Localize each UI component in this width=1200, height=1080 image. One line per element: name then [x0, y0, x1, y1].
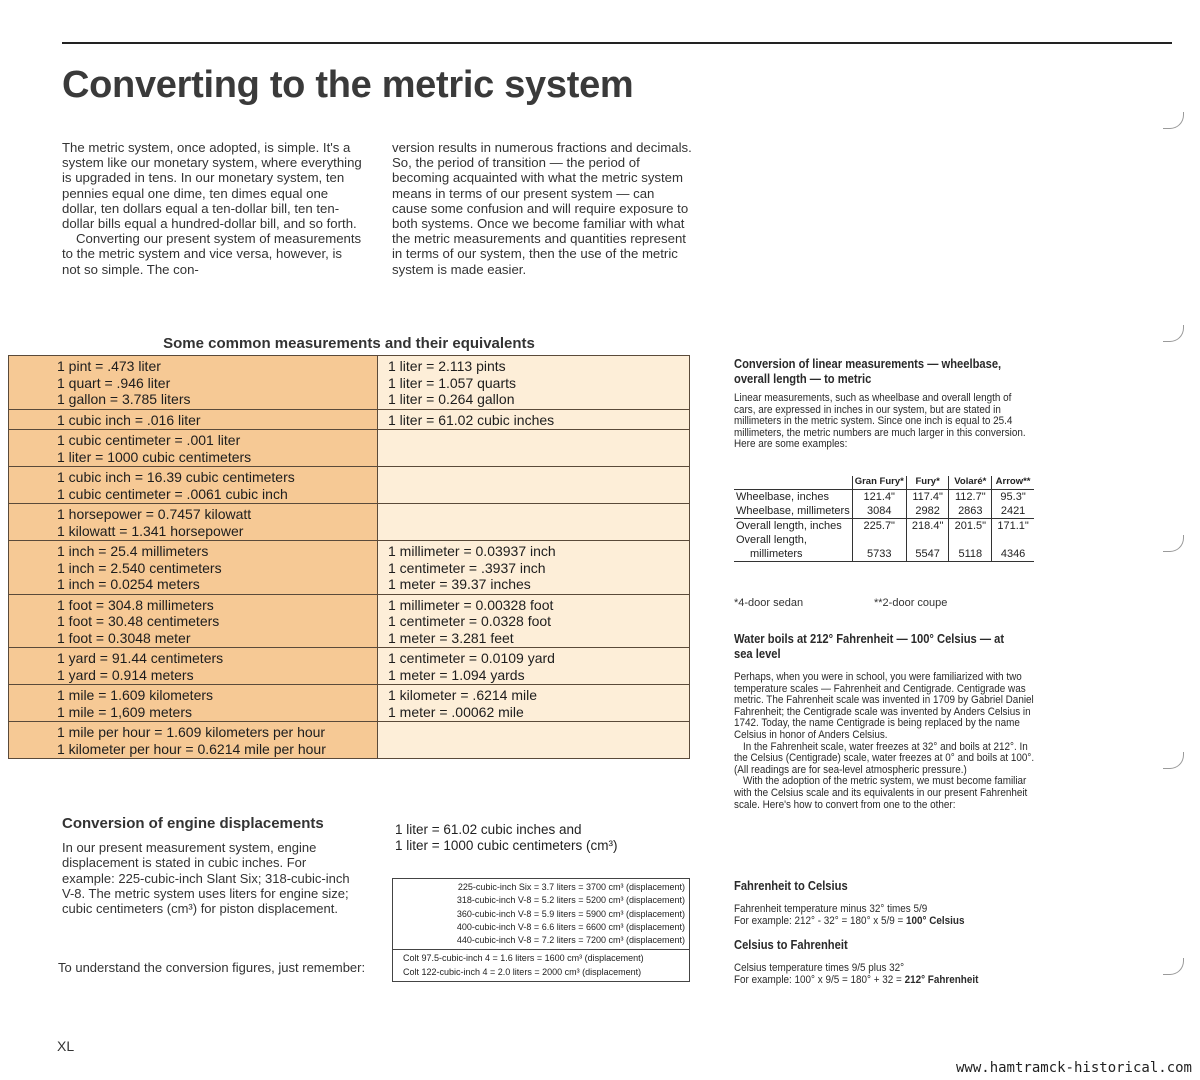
engine-heading: Conversion of engine displacements: [62, 815, 324, 832]
metric-equivalent-right-cell: [378, 541, 690, 595]
car-dimension-value: 225.7": [852, 519, 906, 534]
conversion-line: 1 meter = 3.281 feet: [388, 629, 514, 646]
liter-equivalent-line: 1 liter = 61.02 cubic inches and: [395, 822, 582, 837]
displacement-line: 360-cubic-inch V-8 = 5.9 liters = 5900 cm³ (displacement): [456, 908, 685, 919]
car-dimension-value: 171.1": [992, 519, 1034, 534]
liter-equivalents: [395, 822, 617, 853]
conversion-line: 1 quart = .946 liter: [57, 374, 171, 391]
car-dimension-value: 5547: [906, 533, 949, 562]
car-dimension-value: 218.4": [906, 519, 949, 534]
binder-hole-mark: [1163, 958, 1184, 975]
conversion-line: 1 cubic inch = .016 liter: [57, 411, 201, 428]
car-dimension-label: Wheelbase, millimeters: [736, 505, 850, 517]
colt-displacement-list: [393, 949, 689, 981]
engine-body-text: In our present measurement system, engine displacement is stated in cubic inches. For example: 225-cubic-inch Slant Six; 318-cubic-inch V-8. The metric system uses liters for engine size; cubic centimeters (cm³) for piston displacement.: [62, 840, 350, 917]
car-dimension-value: 95.3": [992, 490, 1034, 505]
conversion-line: 1 centimeter = 0.0328 foot: [388, 613, 552, 629]
car-model-header: Gran Fury*: [852, 476, 906, 490]
car-dimension-value: 201.5": [949, 519, 992, 534]
displacement-list: [393, 879, 689, 949]
conversion-line: 1 liter = 0.264 gallon: [388, 391, 515, 407]
metric-equivalent-left-cell: [9, 430, 378, 467]
displacement-line: 440-cubic-inch V-8 = 7.2 liters = 7200 cm³ (displacement): [456, 935, 685, 946]
intro-left-column: [62, 140, 362, 277]
conversion-line: 1 cubic centimeter = .001 liter: [57, 432, 241, 448]
car-dimension-value: 121.4": [852, 490, 906, 505]
linear-body-text: Linear measurements, such as wheelbase and overall length of cars, are expressed in inches in our system, but are stated in millimeters in the metric system. Since one inch is equal to 25.4 millimeters, the metric numbers are much larger in this conversion. Here are some examples:: [734, 392, 1026, 451]
conversion-line: 1 meter = .00062 mile: [388, 703, 524, 720]
metric-equivalent-left-cell: [9, 648, 378, 685]
metric-equivalent-right-cell: [378, 430, 690, 467]
conversion-line: 1 cubic inch = 16.39 cubic centimeters: [57, 469, 295, 485]
car-dimension-label-line: millimeters: [750, 548, 803, 560]
measurement-row: [9, 504, 690, 541]
car-model-header: Fury*: [906, 476, 949, 490]
car-dimensions-table: [734, 476, 1034, 562]
conversion-line: 1 mile per hour = 1.609 kilometers per hour: [57, 724, 326, 740]
metric-equivalent-left-cell: [9, 467, 378, 504]
conversion-line: 1 kilometer = .6214 mile: [388, 687, 538, 703]
intro-right-column: [392, 140, 692, 277]
measurement-row: [9, 541, 690, 595]
measurement-row: [9, 594, 690, 648]
temperature-paragraph: In the Fahrenheit scale, water freezes at 32° and boils at 212°. In the Celsius (Centigrade) scale, water freezes at 0° and boils at 100°. (All readings are for sea-level atmospheric pressure.): [734, 740, 1035, 776]
top-rule: [62, 42, 1172, 44]
f-to-c-example: [734, 916, 1036, 928]
car-dimension-value: 2863: [949, 504, 992, 519]
measurement-row: [9, 685, 690, 722]
conversion-line: 1 inch = 25.4 millimeters: [57, 543, 209, 559]
car-dimension-value: 3084: [852, 504, 906, 519]
linear-heading: Conversion of linear measurements — wheelbase, overall length — to metric: [734, 356, 1002, 386]
conversion-line: 1 inch = 2.540 centimeters: [57, 559, 222, 576]
metric-equivalent-right-cell: [378, 722, 690, 759]
metric-equivalent-right-cell: [378, 356, 690, 410]
linear-body: [734, 393, 1036, 451]
metric-equivalent-left-cell: [9, 594, 378, 648]
c-to-f-rule: Celsius temperature times 9/5 plus 32°: [734, 962, 905, 974]
colt-displacement-line: Colt 122-cubic-inch 4 = 2.0 liters = 2000 cm³ (displacement): [403, 966, 642, 977]
intro-paragraph: The metric system, once adopted, is simple. It's a system like our monetary system, where everything is upgraded in tens. In our monetary system, ten pennies equal one dime, ten dimes equal one dollar, ten dollars equal a ten-dollar bill, ten ten-dollar bills equal a hundred-dollar bill, and so forth.: [62, 140, 362, 232]
car-dimension-row: [734, 519, 1034, 534]
car-dimension-value: 2982: [906, 504, 949, 519]
metric-equivalent-left-cell: [9, 409, 378, 430]
intro-paragraph: Converting our present system of measurements to the metric system and vice versa, however, is not so simple. The con-: [62, 231, 362, 277]
displacement-box: [392, 878, 690, 982]
conversion-line: 1 yard = 91.44 centimeters: [57, 650, 224, 666]
footnote-coupe: **2-door coupe: [874, 597, 948, 609]
car-dimension-label: Overall length, inches: [734, 519, 852, 534]
f-to-c-example-text: For example: 212° - 32° = 180° x 5/9 =: [734, 914, 904, 927]
metric-equivalent-left-cell: [9, 356, 378, 410]
conversion-line: 1 liter = 1.057 quarts: [388, 374, 517, 391]
conversion-line: 1 centimeter = 0.0109 yard: [388, 650, 555, 666]
conversion-line: 1 foot = 304.8 millimeters: [57, 596, 214, 613]
conversion-line: 1 millimeter = 0.03937 inch: [388, 543, 556, 559]
car-dimension-label-line: Overall length,: [736, 534, 807, 546]
measurement-row: [9, 356, 690, 410]
conversion-line: 1 liter = 61.02 cubic inches: [388, 411, 555, 428]
binder-hole-mark: [1163, 112, 1184, 129]
car-dimension-label: Wheelbase, inches: [736, 491, 829, 503]
conversion-line: 1 centimeter = .3937 inch: [388, 559, 546, 576]
conversion-line: 1 foot = 30.48 centimeters: [57, 613, 220, 629]
metric-equivalent-left-cell: [9, 504, 378, 541]
conversion-line: 1 meter = 39.37 inches: [388, 576, 531, 592]
liter-equivalent-line: 1 liter = 1000 cubic centimeters (cm³): [395, 837, 618, 853]
car-dimension-value: 2421: [992, 504, 1034, 519]
conversion-line: 1 mile = 1.609 kilometers: [57, 687, 214, 703]
metric-equivalent-right-cell: [378, 594, 690, 648]
conversion-line: 1 inch = 0.0254 meters: [57, 576, 200, 592]
measurement-row: [9, 467, 690, 504]
car-model-header: Volaré*: [949, 476, 992, 490]
conversion-line: 1 kilowatt = 1.341 horsepower: [57, 522, 244, 539]
measurement-row: [9, 430, 690, 467]
measurement-row: [9, 409, 690, 430]
footnote-sedan: *4-door sedan: [734, 597, 804, 609]
conversion-line: 1 kilometer per hour = 0.6214 mile per hour: [57, 740, 326, 757]
metric-equivalent-right-cell: [378, 504, 690, 541]
watermark-url: www.hamtramck-historical.com: [955, 1060, 1192, 1076]
car-dimension-value: 117.4": [906, 490, 949, 505]
displacement-line: 225-cubic-inch Six = 3.7 liters = 3700 cm³ (displacement): [457, 882, 685, 892]
measurement-row: [9, 648, 690, 685]
metric-equivalent-right-cell: [378, 409, 690, 430]
temperature-paragraph: With the adoption of the metric system, we must become familiar with the Celsius scale and its equivalents in our present Fahrenheit scale. Here's how to convert from one to the other:: [734, 775, 1028, 811]
conversion-line: 1 liter = 2.113 pints: [388, 358, 506, 374]
metric-equivalent-right-cell: [378, 685, 690, 722]
conversion-line: 1 horsepower = 0.7457 kilowatt: [57, 506, 252, 522]
metric-equivalent-right-cell: [378, 648, 690, 685]
measurements-table: [8, 355, 690, 759]
car-dimension-row: [734, 504, 1034, 519]
conversion-line: 1 mile = 1,609 meters: [57, 703, 193, 720]
conversion-line: 1 liter = 1000 cubic centimeters: [57, 448, 252, 465]
f-to-c-rule: Fahrenheit temperature minus 32° times 5/9: [734, 903, 928, 915]
car-dimension-row: [734, 490, 1034, 505]
c-to-f-heading: Celsius to Fahrenheit: [734, 937, 848, 952]
temperature-body: [734, 672, 1036, 811]
metric-equivalent-left-cell: [9, 722, 378, 759]
conversion-line: 1 gallon = 3.785 liters: [57, 391, 191, 407]
f-to-c-heading: Fahrenheit to Celsius: [734, 878, 848, 893]
conversion-line: 1 millimeter = 0.00328 foot: [388, 596, 554, 613]
car-table-header-row: [734, 476, 1034, 490]
f-to-c-body: [734, 904, 1036, 927]
car-dimension-label: [734, 533, 852, 562]
car-model-header: Arrow**: [992, 476, 1034, 490]
c-to-f-body: [734, 963, 1036, 986]
car-dimension-row: [734, 533, 1034, 562]
engine-remember-text: To understand the conversion figures, just remember:: [58, 960, 366, 975]
temperature-paragraph: Perhaps, when you were in school, you were familiarized with two temperature scales — Fahrenheit and Centigrade. Centigrade was metric. The Fahrenheit scale was invented in 1709 by Gabriel Daniel Fahrenheit; the Centigrade scale was invented by Anders Celsius in 1742. Today, the name Centigrade is being replaced by the name Celsius in honor of Anders Celsius.: [734, 671, 1034, 741]
conversion-line: 1 pint = .473 liter: [57, 358, 161, 374]
metric-equivalent-left-cell: [9, 541, 378, 595]
conversion-line: 1 yard = 0.914 meters: [57, 666, 194, 683]
page-number: XL: [57, 1038, 75, 1054]
car-dimension-value: 5733: [852, 533, 906, 562]
c-to-f-example-text: For example: 100° x 9/5 = 180° + 32 =: [734, 973, 902, 986]
car-dimension-value: 5118: [949, 533, 992, 562]
conversion-line: 1 cubic centimeter = .0061 cubic inch: [57, 485, 288, 502]
measurement-row: [9, 722, 690, 759]
displacement-line: 400-cubic-inch V-8 = 6.6 liters = 6600 cm³ (displacement): [456, 921, 685, 932]
car-dimension-value: 112.7": [949, 490, 992, 505]
displacement-line: 318-cubic-inch V-8 = 5.2 liters = 5200 cm³ (displacement): [456, 895, 685, 906]
car-dimension-value: 4346: [992, 533, 1034, 562]
c-to-f-example: [734, 975, 1036, 987]
intro-paragraph: version results in numerous fractions and decimals. So, the period of transition — the period of becoming acquainted with what the metric system means in terms of our present system — can cause some confusion and will require exposure to both systems. Once we become familiar with what the metric measurements and quantities represent in terms of our system, then the use of the metric system is made easier.: [392, 140, 692, 277]
f-to-c-result: 100° Celsius: [906, 914, 965, 927]
binder-hole-mark: [1163, 752, 1184, 769]
metric-equivalent-left-cell: [9, 685, 378, 722]
metric-equivalent-right-cell: [378, 467, 690, 504]
conversion-line: 1 foot = 0.3048 meter: [57, 629, 191, 646]
car-table-corner-cell: [734, 476, 852, 490]
temperature-heading: Water boils at 212° Fahrenheit — 100° Celsius — at sea level: [734, 631, 1005, 661]
measurements-table-title: Some common measurements and their equivalents: [163, 335, 535, 352]
binder-hole-mark: [1163, 535, 1184, 552]
c-to-f-result: 212° Fahrenheit: [904, 973, 979, 986]
conversion-line: 1 meter = 1.094 yards: [388, 666, 525, 683]
binder-hole-mark: [1163, 325, 1184, 342]
colt-displacement-line: Colt 97.5-cubic-inch 4 = 1.6 liters = 1600 cm³ (displacement): [403, 953, 644, 964]
page-title: Converting to the metric system: [62, 64, 634, 106]
